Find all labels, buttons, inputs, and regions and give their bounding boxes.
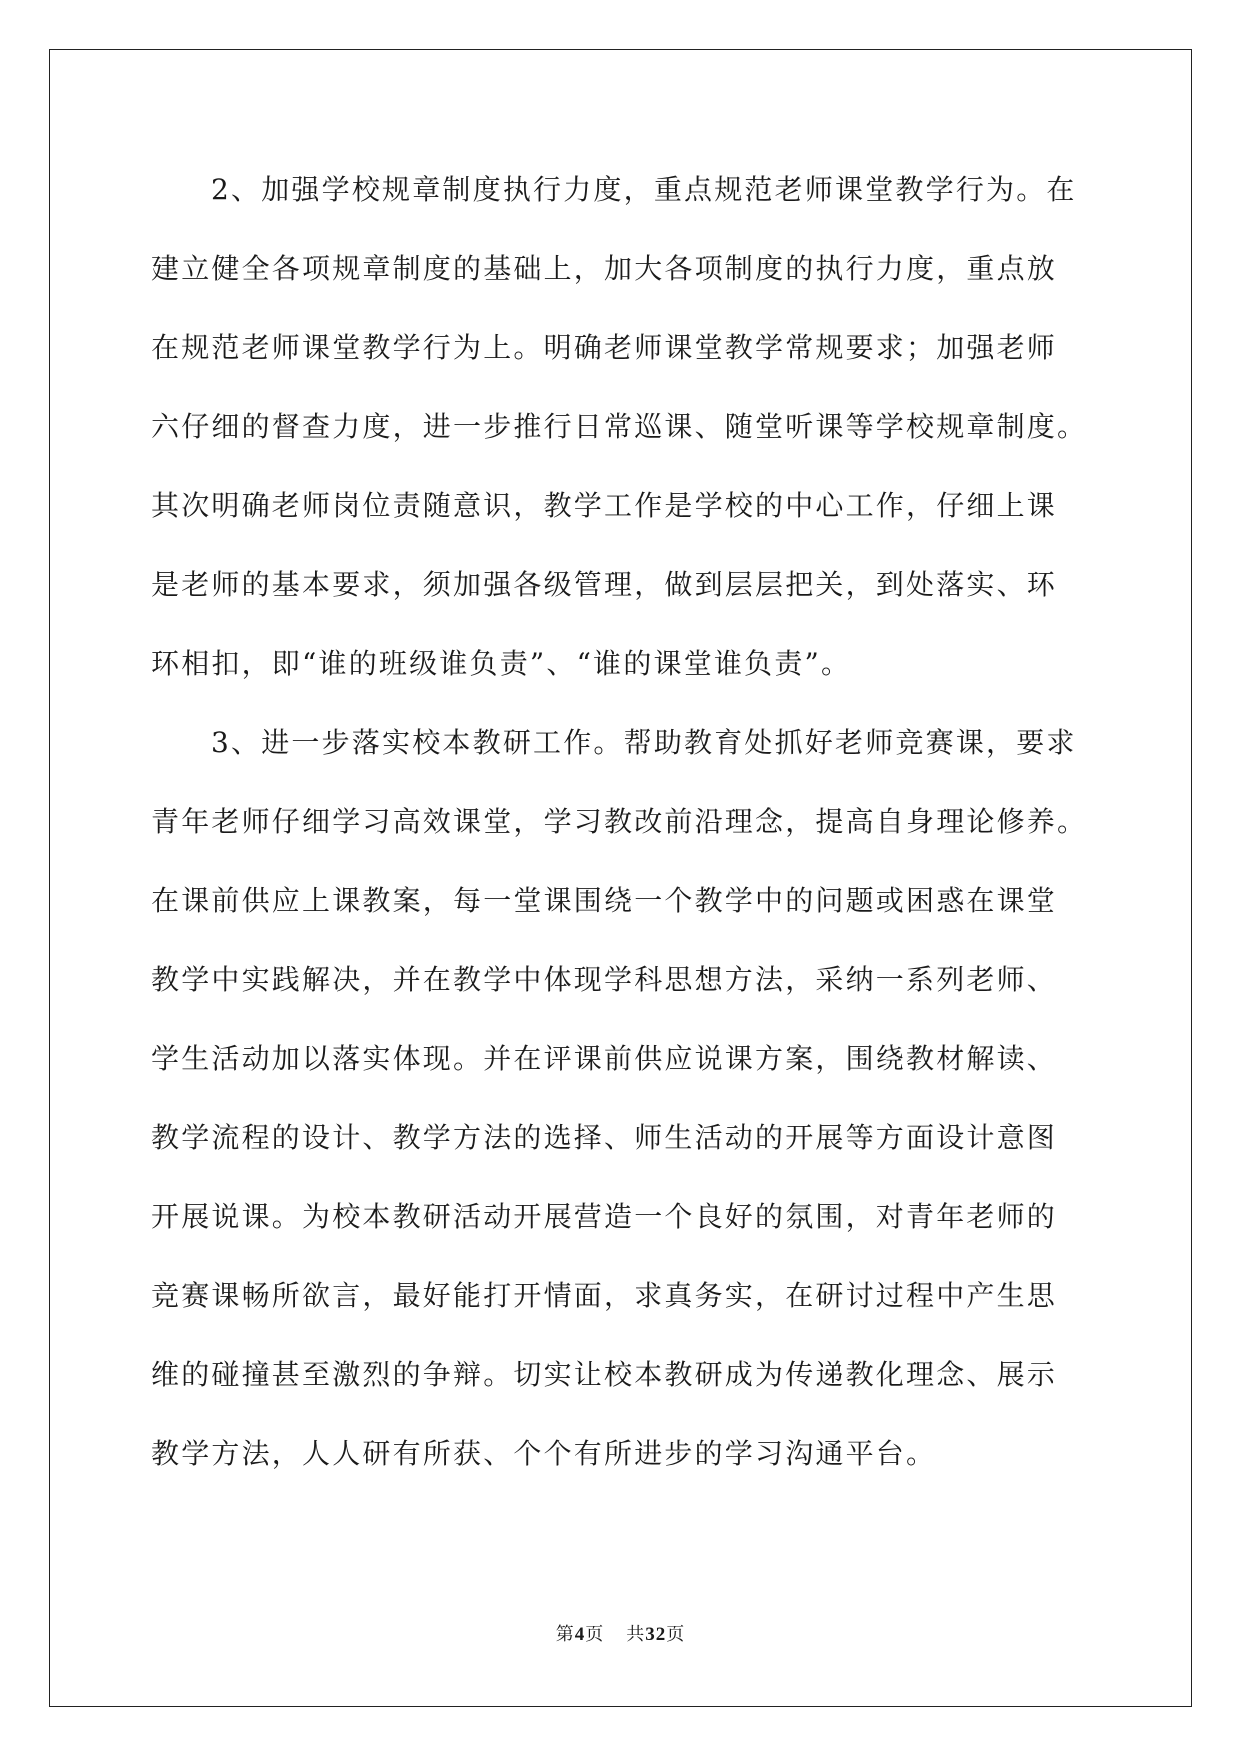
text-line: 在规范老师课堂教学行为上。明确老师课堂教学常规要求；加强老师: [151, 331, 1058, 364]
footer-prefix: 第: [555, 1624, 575, 1645]
text-line: 建立健全各项规章制度的基础上，加大各项制度的执行力度，重点放: [151, 252, 1058, 285]
document-body: [151, 170, 1091, 1513]
footer-page-suffix: 页: [585, 1624, 605, 1645]
text-line: 开展说课。为校本教研活动开展营造一个良好的氛围，对青年老师的: [151, 1200, 1058, 1233]
text-line: 教学方法，人人研有所获、个个有所进步的学习沟通平台。: [151, 1437, 937, 1470]
page-footer: [0, 1620, 1241, 1646]
total-page-count: 32: [645, 1624, 667, 1645]
text-line: 是老师的基本要求，须加强各级管理，做到层层把关，到处落实、环: [151, 568, 1058, 601]
current-page-number: 4: [574, 1624, 586, 1645]
text-line: 2、加强学校规章制度执行力度，重点规范老师课堂教学行为。在: [211, 173, 1077, 206]
paragraph-2: [151, 703, 1091, 1493]
footer-total-suffix: 页: [666, 1624, 686, 1645]
text-line: 青年老师仔细学习高效课堂，学习教改前沿理念，提高自身理论修养。: [151, 805, 1088, 838]
text-line: 在课前供应上课教案，每一堂课围绕一个教学中的问题或困惑在课堂: [151, 884, 1058, 917]
text-line: 教学中实践解决，并在教学中体现学科思想方法，采纳一系列老师、: [151, 963, 1058, 996]
text-line: 环相扣，即“谁的班级谁负责”、“谁的课堂谁负责”。: [151, 647, 852, 680]
text-line: 教学流程的设计、教学方法的选择、师生活动的开展等方面设计意图: [151, 1121, 1058, 1154]
paragraph-1: [151, 150, 1091, 703]
text-line: 学生活动加以落实体现。并在评课前供应说课方案，围绕教材解读、: [151, 1042, 1058, 1075]
footer-total-prefix: 共: [626, 1624, 646, 1645]
text-line: 其次明确老师岗位责随意识，教学工作是学校的中心工作，仔细上课: [151, 489, 1058, 522]
text-line: 六仔细的督查力度，进一步推行日常巡课、随堂听课等学校规章制度。: [151, 410, 1088, 443]
text-line: 3、进一步落实校本教研工作。帮助教育处抓好老师竞赛课，要求: [211, 726, 1077, 759]
text-line: 竞赛课畅所欲言，最好能打开情面，求真务实，在研讨过程中产生思: [151, 1279, 1058, 1312]
text-line: 维的碰撞甚至激烈的争辩。切实让校本教研成为传递教化理念、展示: [151, 1358, 1058, 1391]
